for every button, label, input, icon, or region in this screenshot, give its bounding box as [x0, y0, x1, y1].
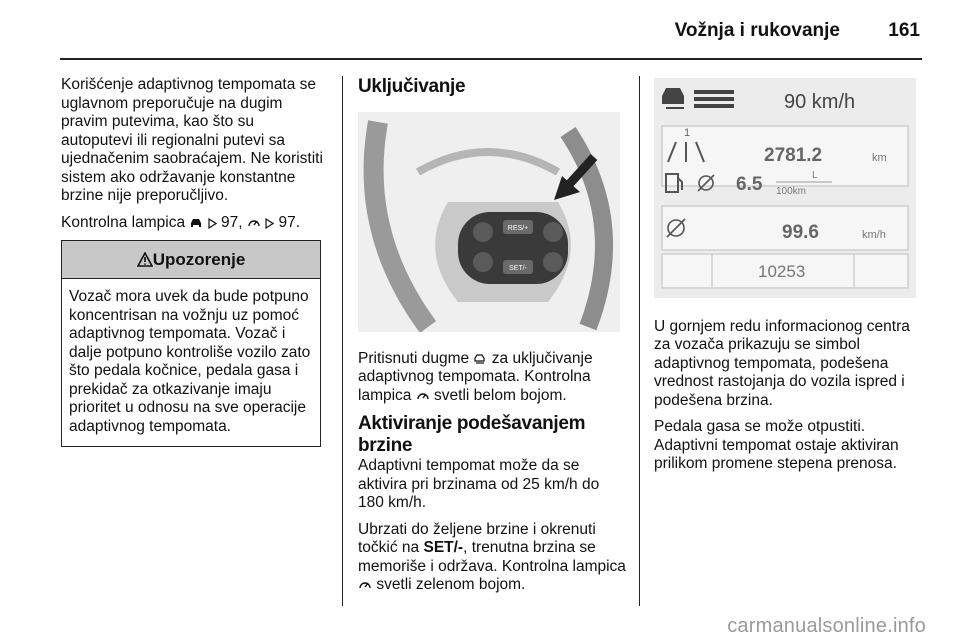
activation-text-b: za uključivanje adaptivnog tempomata. Kontrolna lampica: [358, 349, 593, 404]
warning-box: [61, 240, 321, 447]
page-number: 161: [888, 20, 920, 41]
cruise-lamp-icon: [416, 390, 430, 402]
average-speed-unit: km/h: [862, 229, 886, 241]
set-button-label: SET/-: [509, 265, 527, 272]
column-3: [654, 76, 926, 482]
cruise-lamp-icon: [358, 579, 372, 591]
speed-range-paragraph: Adaptivni tempomat može da se aktivira pri brzinama od 25 km/h do 180 km/h.: [358, 457, 600, 511]
car-icon: [189, 217, 203, 229]
lamp-ref-2: 97.: [278, 213, 301, 231]
fuel-readout: 6.5: [736, 174, 763, 195]
res-button-label: RES/+: [507, 225, 529, 232]
trip-unit: km: [872, 152, 887, 164]
warning-header: [62, 241, 320, 279]
warning-title: Upozorenje: [152, 250, 246, 269]
warning-text: Vozač mora uvek da bude potpuno koncentrisan na vožnju uz pomoć adaptivnog tempomata. Vozač i dalje potpuno kontroliše vozilo zato što pedala kočnice, pedala gasa i prekidač za otkazivanje imaju prioritet u odnosu na sve operacije adaptivnog tempomata.: [69, 288, 311, 435]
accelerator-paragraph: Pedala gasa se može otpustiti. Adaptivni tempomat ostaje aktiviran prilikom promene stepena prenosa.: [654, 418, 899, 472]
driver-info-display-illustration: [654, 78, 916, 298]
page-title: Vožnja i rukovanje: [674, 20, 840, 41]
set-speed-text-c: svetli zelenom bojom.: [376, 576, 526, 593]
lamp-prefix: Kontrolna lampica: [61, 213, 186, 231]
average-speed-readout: 99.6: [782, 222, 819, 243]
lamp-ref-1: 97,: [221, 213, 243, 231]
column-1: [61, 76, 329, 447]
set-speed-readout: 90 km/h: [784, 91, 856, 113]
section-heading-speed-activation: Aktiviranje podešavanjem brzine: [358, 413, 586, 456]
lamp-reference: [61, 214, 329, 233]
activation-text-c: svetli belom bojom.: [434, 386, 567, 404]
cruise-lamp-icon: [247, 217, 261, 229]
fuel-unit-top: L: [812, 170, 818, 181]
set-speed-text-b: , trenutna brzina se memoriše i održava. Kontrolna lampica: [358, 539, 626, 575]
page-reference-arrow-icon: [208, 218, 217, 229]
trip-readout: 2781.2: [764, 145, 823, 166]
column-divider-1: [342, 76, 343, 606]
watermark: carmanualsonline.info: [727, 615, 926, 637]
display-description-paragraph: U gornjem redu informacionog centra za vozača prikazuju se simbol adaptivnog tempomata, podešena vrednost rastojanja do vozila ispred i podešena brzina.: [654, 317, 910, 409]
steering-wheel-illustration: [358, 112, 620, 332]
fuel-unit-bottom: 100km: [776, 186, 807, 197]
header-rule: [60, 58, 922, 60]
warning-triangle-icon: [137, 252, 153, 267]
column-divider-2: [639, 76, 640, 606]
odometer-readout: 10253: [758, 262, 806, 281]
section-heading-activation: Uključivanje: [358, 76, 466, 97]
column-2: [358, 76, 626, 603]
intro-paragraph: Korišćenje adaptivnog tempomata se uglavnom preporučuje na dugim pravim putevima, kao što su autoputevi ili regionalni putevi sa ujednačenim saobraćajem. Ne koristiti sistem ako održavanje konstantne brzine nije preporučljivo.: [61, 76, 323, 204]
set-speed-paragraph: [358, 521, 626, 595]
activation-paragraph: [358, 350, 626, 406]
set-speed-text-a: Ubrzati do željene brzine i okrenuti točkić na: [358, 520, 596, 556]
trip-digit: 1: [684, 127, 691, 139]
adaptive-cruise-button-icon: [473, 353, 487, 365]
following-distance-icon: [694, 90, 734, 108]
activation-text-a: Pritisnuti dugme: [358, 349, 470, 367]
set-key-label: SET/-: [423, 539, 464, 556]
page-reference-arrow-icon: [265, 218, 274, 229]
